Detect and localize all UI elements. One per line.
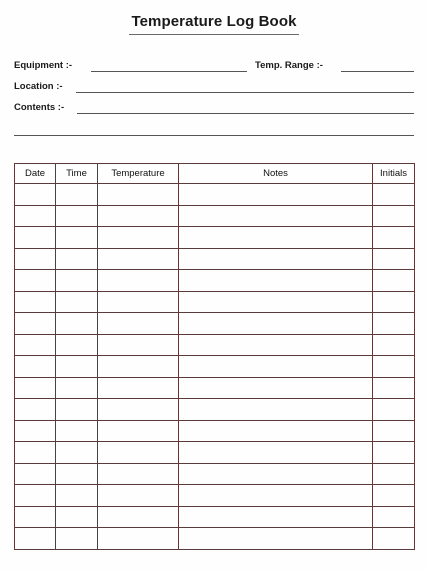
- cell-temperature[interactable]: [98, 485, 179, 507]
- column-header-notes: Notes: [179, 164, 373, 184]
- table-row: [15, 442, 415, 464]
- cell-time[interactable]: [56, 334, 98, 356]
- cell-time[interactable]: [56, 528, 98, 550]
- cell-date[interactable]: [15, 356, 56, 378]
- cell-initials[interactable]: [373, 184, 415, 206]
- cell-date[interactable]: [15, 399, 56, 421]
- cell-time[interactable]: [56, 399, 98, 421]
- extra-line[interactable]: [14, 135, 414, 136]
- table-row: [15, 270, 415, 292]
- location-label: Location :-: [14, 81, 63, 92]
- cell-initials[interactable]: [373, 528, 415, 550]
- column-header-date: Date: [15, 164, 56, 184]
- cell-date[interactable]: [15, 442, 56, 464]
- temp-range-line[interactable]: [341, 71, 414, 72]
- cell-time[interactable]: [56, 227, 98, 249]
- cell-time[interactable]: [56, 463, 98, 485]
- equipment-label: Equipment :-: [14, 60, 73, 71]
- cell-temperature[interactable]: [98, 227, 179, 249]
- cell-time[interactable]: [56, 485, 98, 507]
- cell-notes[interactable]: [179, 463, 373, 485]
- cell-temperature[interactable]: [98, 356, 179, 378]
- cell-notes[interactable]: [179, 248, 373, 270]
- table-header-row: [15, 164, 415, 184]
- table-row: [15, 227, 415, 249]
- page-title: Temperature Log Book: [131, 13, 297, 30]
- cell-notes[interactable]: [179, 313, 373, 335]
- cell-temperature[interactable]: [98, 184, 179, 206]
- cell-temperature[interactable]: [98, 506, 179, 528]
- cell-date[interactable]: [15, 313, 56, 335]
- table-row: [15, 528, 415, 550]
- table-body: [15, 184, 415, 550]
- cell-date[interactable]: [15, 291, 56, 313]
- cell-temperature[interactable]: [98, 334, 179, 356]
- table-row: [15, 463, 415, 485]
- cell-time[interactable]: [56, 377, 98, 399]
- cell-date[interactable]: [15, 528, 56, 550]
- log-table: [14, 163, 415, 550]
- column-header-time: Time: [56, 164, 98, 184]
- cell-initials[interactable]: [373, 205, 415, 227]
- cell-time[interactable]: [56, 248, 98, 270]
- cell-temperature[interactable]: [98, 270, 179, 292]
- cell-date[interactable]: [15, 420, 56, 442]
- cell-date[interactable]: [15, 184, 56, 206]
- cell-date[interactable]: [15, 506, 56, 528]
- cell-initials[interactable]: [373, 399, 415, 421]
- cell-initials[interactable]: [373, 420, 415, 442]
- cell-temperature[interactable]: [98, 291, 179, 313]
- table-row: [15, 399, 415, 421]
- cell-time[interactable]: [56, 313, 98, 335]
- cell-initials[interactable]: [373, 334, 415, 356]
- cell-notes[interactable]: [179, 334, 373, 356]
- cell-time[interactable]: [56, 205, 98, 227]
- cell-notes[interactable]: [179, 485, 373, 507]
- cell-initials[interactable]: [373, 356, 415, 378]
- cell-time[interactable]: [56, 506, 98, 528]
- cell-time[interactable]: [56, 442, 98, 464]
- cell-initials[interactable]: [373, 248, 415, 270]
- cell-notes[interactable]: [179, 227, 373, 249]
- column-header-temperature: Temperature: [98, 164, 179, 184]
- cell-notes[interactable]: [179, 399, 373, 421]
- cell-notes[interactable]: [179, 270, 373, 292]
- cell-notes[interactable]: [179, 377, 373, 399]
- table-row: [15, 377, 415, 399]
- cell-temperature[interactable]: [98, 420, 179, 442]
- equipment-line[interactable]: [91, 71, 247, 72]
- cell-date[interactable]: [15, 377, 56, 399]
- cell-time[interactable]: [56, 291, 98, 313]
- table-row: [15, 205, 415, 227]
- cell-temperature[interactable]: [98, 205, 179, 227]
- table-row: [15, 313, 415, 335]
- cell-date[interactable]: [15, 485, 56, 507]
- table-row: [15, 420, 415, 442]
- table-row: [15, 248, 415, 270]
- cell-initials[interactable]: [373, 377, 415, 399]
- cell-initials[interactable]: [373, 291, 415, 313]
- cell-notes[interactable]: [179, 442, 373, 464]
- cell-notes[interactable]: [179, 184, 373, 206]
- table-row: [15, 356, 415, 378]
- cell-notes[interactable]: [179, 291, 373, 313]
- contents-label: Contents :-: [14, 102, 65, 113]
- cell-initials[interactable]: [373, 485, 415, 507]
- cell-date[interactable]: [15, 334, 56, 356]
- cell-notes[interactable]: [179, 356, 373, 378]
- cell-date[interactable]: [15, 463, 56, 485]
- cell-date[interactable]: [15, 205, 56, 227]
- contents-line[interactable]: [77, 113, 414, 114]
- cell-time[interactable]: [56, 420, 98, 442]
- cell-date[interactable]: [15, 227, 56, 249]
- location-line[interactable]: [76, 92, 414, 93]
- cell-temperature[interactable]: [98, 313, 179, 335]
- cell-temperature[interactable]: [98, 528, 179, 550]
- cell-temperature[interactable]: [98, 377, 179, 399]
- cell-notes[interactable]: [179, 205, 373, 227]
- cell-temperature[interactable]: [98, 248, 179, 270]
- cell-initials[interactable]: [373, 227, 415, 249]
- column-header-initials: Initials: [373, 164, 415, 184]
- cell-notes[interactable]: [179, 506, 373, 528]
- cell-initials[interactable]: [373, 442, 415, 464]
- cell-time[interactable]: [56, 270, 98, 292]
- table-row: [15, 291, 415, 313]
- cell-initials[interactable]: [373, 313, 415, 335]
- cell-notes[interactable]: [179, 528, 373, 550]
- table-row: [15, 485, 415, 507]
- title-underline: [129, 34, 299, 35]
- temp-range-label: Temp. Range :-: [255, 60, 323, 71]
- cell-time[interactable]: [56, 184, 98, 206]
- cell-date[interactable]: [15, 270, 56, 292]
- cell-notes[interactable]: [179, 420, 373, 442]
- cell-initials[interactable]: [373, 270, 415, 292]
- table-row: [15, 184, 415, 206]
- table-row: [15, 334, 415, 356]
- cell-time[interactable]: [56, 356, 98, 378]
- cell-initials[interactable]: [373, 506, 415, 528]
- table-row: [15, 506, 415, 528]
- cell-date[interactable]: [15, 248, 56, 270]
- cell-temperature[interactable]: [98, 399, 179, 421]
- cell-temperature[interactable]: [98, 442, 179, 464]
- cell-temperature[interactable]: [98, 463, 179, 485]
- cell-initials[interactable]: [373, 463, 415, 485]
